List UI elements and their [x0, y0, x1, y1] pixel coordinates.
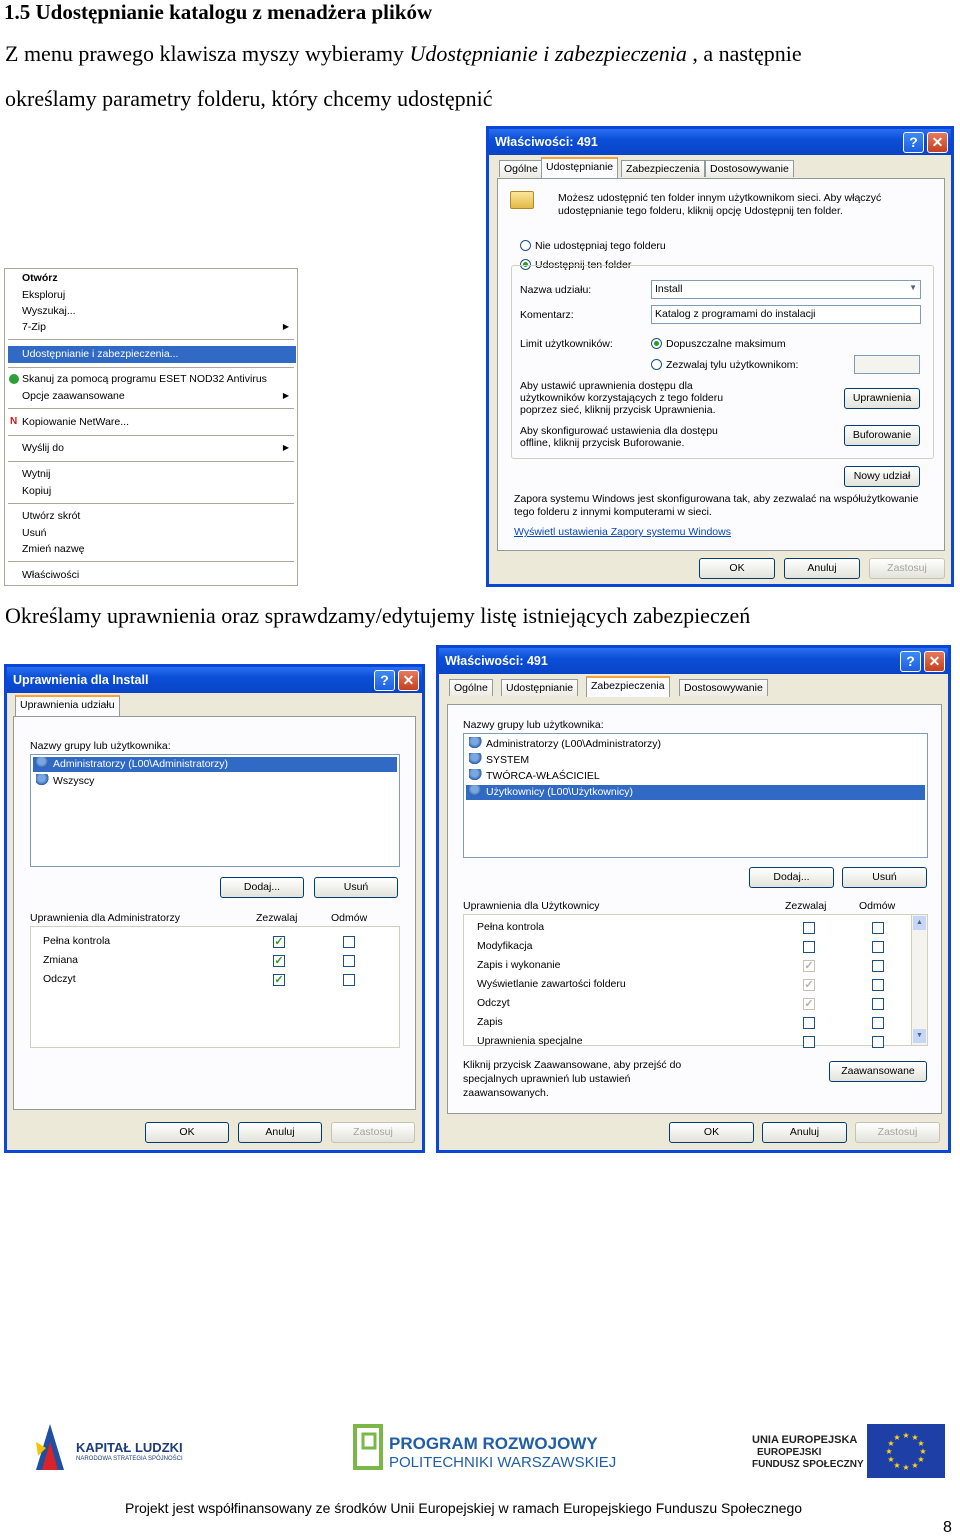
properties-dialog-security: [436, 645, 951, 1153]
help-icon[interactable]: ?: [903, 132, 924, 153]
perm-row-name: Uprawnienia specjalne: [477, 1035, 583, 1047]
list-item-label: Użytkownicy (L00\Użytkownicy): [486, 786, 634, 798]
perm-row-name: Modyfikacja: [477, 940, 533, 952]
group-list-label: Nazwy grupy lub użytkownika:: [30, 740, 171, 752]
ok-button[interactable]: OK: [699, 558, 775, 579]
radio-limit-max-label: Dopuszczalne maksimum: [666, 338, 786, 350]
tab-sharing[interactable]: Udostępnianie: [541, 157, 618, 178]
close-icon[interactable]: ✕: [924, 651, 945, 672]
comment-field[interactable]: Katalog z programami do instalacji: [651, 305, 921, 324]
perm-text-3: poprzez sieć, kliknij przycisk Uprawnienia.: [520, 404, 716, 416]
footer-note: Projekt jest współfinansowany ze środków Unii Europejskiej w ramach Europejskiego Funduszu Społecznego: [125, 1500, 803, 1516]
tab-strip: [447, 674, 948, 696]
user-group-icon: [469, 737, 483, 749]
firewall-settings-link[interactable]: Wyświetl ustawienia Zapory systemu Windows: [514, 526, 731, 538]
ue-line-1: UNIA EUROPEJSKA: [752, 1434, 858, 1446]
deny-checkbox[interactable]: [872, 941, 884, 953]
remove-button[interactable]: Usuń: [314, 877, 398, 898]
allow-checkbox[interactable]: [803, 1017, 815, 1029]
svg-text:★: ★: [902, 1431, 910, 1440]
tab-general[interactable]: Ogólne: [449, 679, 493, 696]
cache-text-2: offline, kliknij przycisk Buforowanie.: [520, 437, 685, 449]
tab-strip: [13, 693, 422, 715]
perm-row-name: Pełna kontrola: [43, 935, 111, 947]
list-item[interactable]: [466, 785, 925, 800]
user-group-icon: [36, 757, 50, 769]
menu-item-open[interactable]: Otwórz: [22, 272, 58, 284]
list-item-label: Administratorzy (L00\Administratorzy): [486, 738, 662, 750]
svg-text:★: ★: [893, 1433, 901, 1442]
scrollbar[interactable]: [911, 915, 927, 1045]
context-menu: [4, 268, 298, 586]
radio-no-share[interactable]: [520, 240, 666, 252]
kapital-ludzki-sub: NARODOWA STRATEGIA SPÓJNOŚCI: [76, 1456, 183, 1462]
intro-line-1: [5, 41, 802, 67]
add-button[interactable]: Dodaj...: [749, 867, 834, 888]
radio-circle[interactable]: [520, 240, 531, 251]
menu-separator: [8, 503, 294, 504]
tab-strip: [497, 155, 951, 177]
svg-text:★: ★: [911, 1433, 919, 1442]
svg-text:★: ★: [887, 1455, 895, 1464]
deny-checkbox[interactable]: [872, 922, 884, 934]
menu-item-eset-scan[interactable]: Skanuj za pomocą programu ESET NOD32 Antivirus: [22, 373, 267, 385]
permissions-dialog: [4, 664, 425, 1153]
ok-button[interactable]: OK: [145, 1122, 229, 1143]
svg-text:★: ★: [919, 1447, 927, 1456]
perm-row-name: Wyświetlanie zawartości folderu: [477, 978, 626, 990]
ue-line-2: EUROPEJSKI: [757, 1447, 822, 1458]
menu-item-7zip[interactable]: 7-Zip: [22, 321, 46, 333]
paragraph-2: Określamy uprawnienia oraz sprawdzamy/edytujemy listę istniejących zabezpieczeń: [5, 603, 751, 628]
eset-icon: [9, 374, 19, 384]
allow-checkbox: ✓: [804, 979, 814, 991]
permissions-table: [463, 914, 928, 1046]
allow-header: Zezwalaj: [256, 912, 298, 924]
menu-item-properties[interactable]: Właściwości: [22, 569, 80, 581]
svg-text:★: ★: [902, 1463, 910, 1472]
cancel-button[interactable]: Anuluj: [238, 1122, 322, 1143]
cancel-button[interactable]: Anuluj: [762, 1122, 847, 1143]
svg-text:★: ★: [887, 1439, 895, 1448]
prpw-emblem-icon: [353, 1424, 383, 1470]
radio-share-label: Udostępnij ten folder: [535, 259, 632, 271]
deny-header: Odmów: [859, 900, 896, 912]
kapital-ludzki-emblem-icon: [32, 1422, 68, 1472]
menu-item-delete[interactable]: Usuń: [22, 527, 47, 539]
list-item[interactable]: [466, 753, 529, 766]
cache-text-1: Aby skonfigurować ustawienia dla dostępu: [520, 425, 718, 437]
tab-general[interactable]: Ogólne: [499, 160, 543, 177]
security-panel: [447, 704, 942, 1114]
permissions-button[interactable]: Uprawnienia: [844, 388, 920, 409]
tab-customize[interactable]: Dostosowywanie: [679, 679, 768, 696]
radio-no-share-label: Nie udostępniaj tego folderu: [535, 240, 666, 252]
radio-limit-allow[interactable]: [651, 359, 798, 371]
list-item-label: TWÓRCA-WŁAŚCICIEL: [486, 770, 600, 782]
deny-checkbox[interactable]: [343, 955, 355, 967]
page-number: 8: [943, 1519, 952, 1536]
ok-button[interactable]: OK: [669, 1122, 754, 1143]
radio-circle-selected[interactable]: [651, 338, 662, 349]
user-list: [463, 733, 928, 858]
svg-text:★: ★: [885, 1447, 893, 1456]
list-item[interactable]: [466, 769, 600, 782]
new-share-button[interactable]: Nowy udział: [844, 466, 920, 487]
list-item[interactable]: [33, 774, 94, 787]
perm-text-2: użytkowników korzystających z tego folderu: [520, 392, 724, 404]
apply-button[interactable]: Zastosuj: [331, 1122, 415, 1143]
close-icon[interactable]: ✕: [927, 132, 948, 153]
kapital-ludzki-logo: [32, 1422, 68, 1472]
menu-item-explore[interactable]: Eksploruj: [22, 289, 66, 301]
info-line-2: udostępnianie tego folderu, kliknij opcję Udostępnij ten folder.: [558, 205, 843, 217]
intro-text-b: , a następnie: [686, 41, 802, 66]
deny-checkbox[interactable]: [872, 1036, 884, 1048]
list-item-label: SYSTEM: [486, 754, 530, 766]
list-item[interactable]: [33, 757, 397, 772]
allow-checkbox[interactable]: ✓: [274, 974, 284, 986]
advanced-text-1: Kliknij przycisk Zaawansowane, aby przejść do: [463, 1059, 682, 1071]
perm-row-name: Odczyt: [43, 973, 76, 985]
help-icon[interactable]: ?: [374, 670, 395, 691]
allow-checkbox[interactable]: [803, 1036, 815, 1048]
prpw-logo-icon: [353, 1424, 383, 1470]
close-icon[interactable]: ✕: [398, 670, 419, 691]
ue-line-3: FUNDUSZ SPOŁECZNY: [752, 1459, 864, 1470]
allow-checkbox[interactable]: [803, 922, 815, 934]
allow-checkbox: ✓: [804, 960, 814, 972]
firewall-text-2: tego folderu z innymi komputerami w sieci.: [514, 506, 712, 518]
menu-item-advanced-options[interactable]: Opcje zaawansowane: [22, 390, 125, 402]
firewall-text-1: Zapora systemu Windows jest skonfigurowana tak, aby zezwalać na współużytkowanie: [514, 493, 919, 505]
deny-checkbox[interactable]: [872, 960, 884, 972]
perm-row-name: Zapis i wykonanie: [477, 959, 561, 971]
deny-checkbox[interactable]: [872, 979, 884, 991]
titlebar: [7, 667, 422, 693]
menu-separator: [8, 339, 294, 340]
chevron-down-icon[interactable]: ▼: [909, 283, 917, 292]
dialog-title: Uprawnienia dla Install: [13, 673, 149, 687]
advanced-text-3: zaawansowanych.: [463, 1087, 549, 1099]
titlebar: [439, 648, 948, 674]
perm-for-label: Uprawnienia dla Użytkownicy: [463, 900, 600, 912]
menu-item-sharing-security[interactable]: Udostępnianie i zabezpieczenia...: [22, 348, 179, 360]
advanced-text-2: specjalnych uprawnień lub ustawień: [463, 1073, 631, 1085]
share-name-select[interactable]: [651, 280, 921, 299]
tab-security[interactable]: Zabezpieczenia: [621, 160, 705, 177]
submenu-arrow-icon: ▶: [282, 391, 289, 400]
sharing-panel: [497, 178, 945, 551]
menu-separator: [8, 408, 294, 409]
share-name-label: Nazwa udziału:: [520, 284, 592, 296]
properties-dialog-sharing: [486, 126, 954, 587]
menu-item-copy[interactable]: Kopiuj: [22, 485, 52, 497]
list-item-label: Wszyscy: [53, 775, 95, 787]
list-item[interactable]: [466, 737, 661, 750]
perm-for-label: Uprawnienia dla Administratorzy: [30, 912, 180, 924]
deny-checkbox[interactable]: [872, 998, 884, 1010]
prpw-line-1: PROGRAM ROZWOJOWY: [389, 1434, 598, 1453]
intro-text-a: Z menu prawego klawisza myszy wybieramy: [5, 41, 410, 66]
menu-item-search[interactable]: Wyszukaj...: [22, 305, 76, 317]
tab-customize[interactable]: Dostosowywanie: [705, 160, 794, 177]
user-group-icon: [36, 774, 50, 786]
eu-flag-icon: [867, 1424, 945, 1478]
radio-limit-allow-label: Zezwalaj tylu użytkownikom:: [666, 359, 799, 371]
user-list: [30, 754, 400, 867]
user-group-icon: [469, 785, 483, 797]
allow-header: Zezwalaj: [785, 900, 827, 912]
perm-row-name: Odczyt: [477, 997, 510, 1009]
share-permissions-panel: [13, 716, 416, 1110]
deny-header: Odmów: [331, 912, 368, 924]
menu-item-netware-copy[interactable]: Kopiowanie NetWare...: [22, 416, 129, 428]
menu-item-create-shortcut[interactable]: Utwórz skrót: [22, 510, 81, 522]
user-limit-spinner[interactable]: [854, 355, 920, 374]
help-icon[interactable]: ?: [900, 651, 921, 672]
list-item-label: Administratorzy (L00\Administratorzy): [53, 758, 229, 770]
advanced-button[interactable]: Zaawansowane: [829, 1061, 927, 1082]
menu-separator: [8, 461, 294, 462]
scroll-down-icon[interactable]: ▼: [913, 1029, 926, 1043]
menu-item-send-to[interactable]: Wyślij do: [22, 442, 64, 454]
apply-button[interactable]: Zastosuj: [855, 1122, 940, 1143]
svg-text:★: ★: [911, 1461, 919, 1470]
eu-stars-icon: [867, 1424, 945, 1478]
share-name-value: Install: [655, 283, 683, 295]
user-group-icon: [469, 753, 483, 765]
info-line-1: Możesz udostępnić ten folder innym użytkownikom sieci. Aby włączyć: [558, 192, 882, 204]
tab-security[interactable]: Zabezpieczenia: [586, 676, 670, 697]
add-button[interactable]: Dodaj...: [220, 877, 304, 898]
allow-checkbox: ✓: [804, 998, 814, 1010]
menu-separator: [8, 435, 294, 436]
menu-item-rename[interactable]: Zmień nazwę: [22, 543, 85, 555]
remove-button[interactable]: Usuń: [842, 867, 927, 888]
allow-checkbox[interactable]: ✓: [274, 955, 284, 967]
prpw-line-2: POLITECHNIKI WARSZAWSKIEJ: [389, 1454, 617, 1471]
shared-folder-icon: [510, 191, 534, 209]
titlebar: [489, 129, 951, 155]
group-list-label: Nazwy grupy lub użytkownika:: [463, 719, 604, 731]
deny-checkbox[interactable]: [872, 1017, 884, 1029]
radio-circle[interactable]: [651, 359, 662, 370]
scroll-up-icon[interactable]: ▲: [913, 916, 926, 930]
tab-sharing[interactable]: Udostępnianie: [501, 679, 578, 696]
dialog-title: Właściwości: 491: [445, 654, 548, 668]
comment-label: Komentarz:: [520, 309, 574, 321]
svg-text:★: ★: [917, 1439, 925, 1448]
user-group-icon: [469, 769, 483, 781]
deny-checkbox[interactable]: [343, 936, 355, 948]
allow-checkbox[interactable]: [803, 941, 815, 953]
user-limit-label: Limit użytkowników:: [520, 338, 613, 350]
perm-text-1: Aby ustawić uprawnienia dostępu dla: [520, 380, 693, 392]
menu-separator: [8, 367, 294, 368]
apply-button[interactable]: Zastosuj: [869, 558, 945, 579]
menu-separator: [8, 561, 294, 562]
menu-item-cut[interactable]: Wytnij: [22, 468, 51, 480]
tab-share-permissions[interactable]: Uprawnienia udziału: [15, 695, 120, 716]
allow-checkbox[interactable]: ✓: [274, 936, 284, 948]
perm-row-name: Zapis: [477, 1016, 503, 1028]
permissions-table: [30, 926, 400, 1048]
svg-text:★: ★: [917, 1455, 925, 1464]
netware-icon: N: [10, 416, 18, 427]
caching-button[interactable]: Buforowanie: [844, 425, 920, 446]
submenu-arrow-icon: ▶: [282, 322, 289, 331]
radio-limit-max[interactable]: [651, 338, 786, 350]
svg-text:★: ★: [893, 1461, 901, 1470]
kapital-ludzki-name: KAPITAŁ LUDZKI: [76, 1440, 183, 1455]
section-heading: 1.5 Udostępnianie katalogu z menadżera plików: [4, 0, 433, 24]
perm-row-name: Pełna kontrola: [477, 921, 545, 933]
submenu-arrow-icon: ▶: [282, 443, 289, 452]
deny-checkbox[interactable]: [343, 974, 355, 986]
cancel-button[interactable]: Anuluj: [784, 558, 860, 579]
perm-row-name: Zmiana: [43, 954, 79, 966]
intro-emphasis: Udostępnianie i zabezpieczenia: [409, 41, 687, 66]
dialog-title: Właściwości: 491: [495, 135, 598, 149]
intro-line-2: określamy parametry folderu, który chcemy udostępnić: [5, 86, 493, 111]
